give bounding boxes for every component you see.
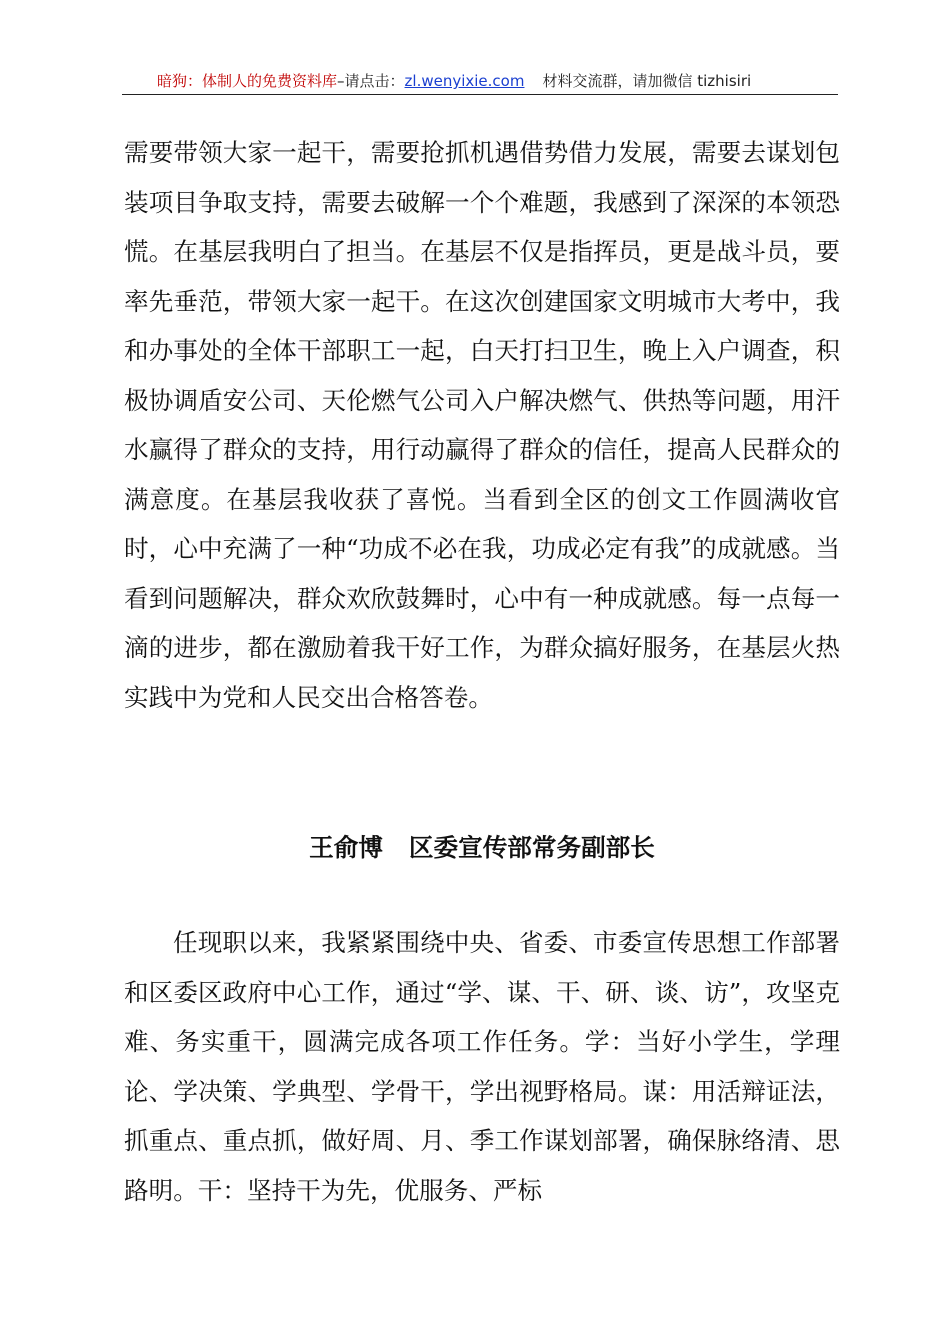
section-heading-title: 区委宣传部常务副部长 xyxy=(408,833,655,862)
header-link[interactable]: zl.wenyixie.com xyxy=(404,72,525,90)
section-heading xyxy=(124,826,840,870)
header-click-label: –请点击： xyxy=(337,72,405,90)
header-contact: 材料交流群，请加微信 tizhisiri xyxy=(542,72,752,90)
page-header xyxy=(122,70,838,95)
body-paragraph-2: 任现职以来，我紧紧围绕中央、省委、市委宣传思想工作部署和区委区政府中心工作，通过“学、谋、干、研、谈、访”，攻坚克难、务实重干，圆满完成各项工作任务。学：当好小学生，学理论、学决策、学典型、学骨干，学出视野格局。谋：用活辩证法，抓重点、重点抓，做好周、月、季工作谋划部署，确保脉络清、思路明。干：坚持干为先，优服务、严标 xyxy=(124,928,840,1205)
body-paragraph-1: 需要带领大家一起干，需要抢抓机遇借势借力发展，需要去谋划包装项目争取支持，需要去破解一个个难题，我感到了深深的本领恐慌。在基层我明白了担当。在基层不仅是指挥员，更是战斗员，要率先垂范，带领大家一起干。在这次创建国家文明城市大考中，我和办事处的全体干部职工一起，白天打扫卫生，晚上入户调查，积极协调盾安公司、天伦燃气公司入户解决燃气、供热等问题，用汗水赢得了群众的支持，用行动赢得了群众的信任，提高人民群众的满意度。在基层我收获了喜悦。当看到全区的创文工作圆满收官时，心中充满了一种“功成不必在我，功成必定有我”的成就感。当看到问题解决，群众欢欣鼓舞时，心中有一种成就感。每一点每一滴的进步，都在激励着我干好工作，为群众搞好服务，在基层火热实践中为党和人民交出合格答卷。 xyxy=(124,138,840,712)
section-heading-name: 王俞博 xyxy=(309,833,383,862)
header-site-name: 暗狗：体制人的免费资料库 xyxy=(157,72,338,90)
